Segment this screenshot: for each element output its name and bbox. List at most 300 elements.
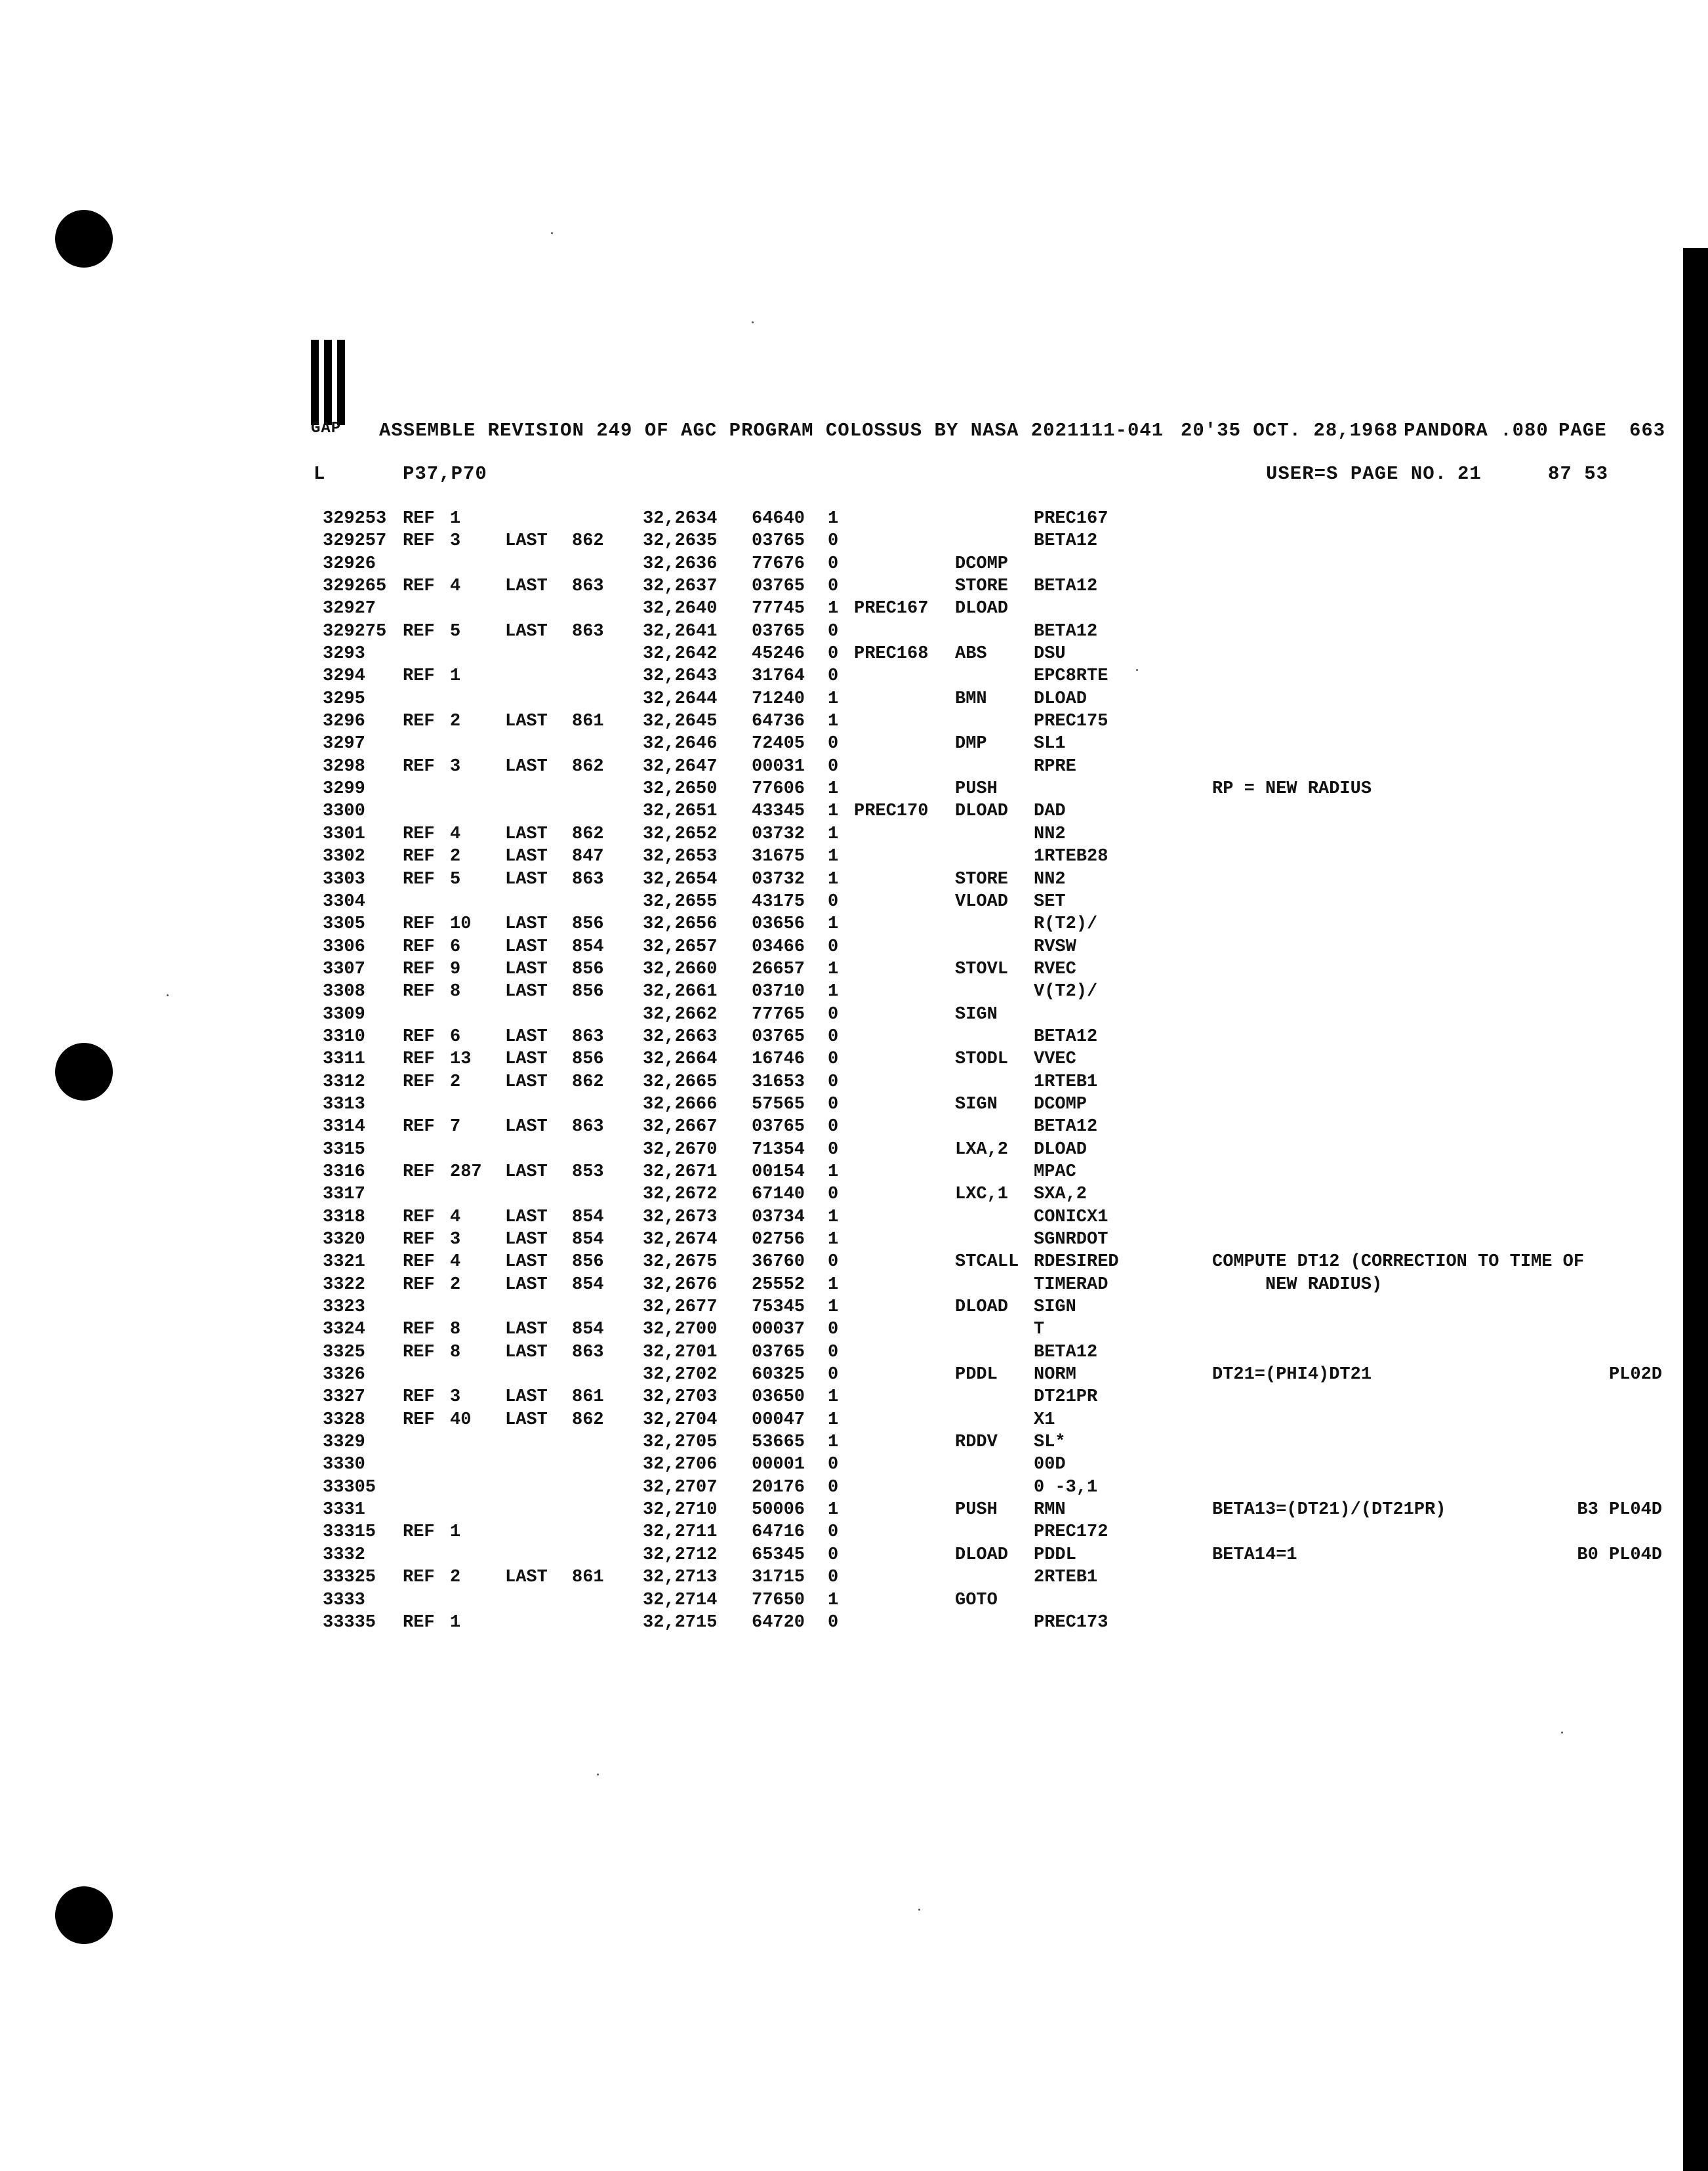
listing-row [0, 981, 1708, 1003]
cell-cnt: 1 [828, 824, 839, 844]
cell-com: BETA13=(DT21)/(DT21PR) [1212, 1500, 1446, 1520]
cell-addr: 32,2705 [643, 1432, 718, 1453]
cell-com: COMPUTE DT12 (CORRECTION TO TIME OF [1212, 1252, 1585, 1272]
cell-opd: PDDL [1034, 1545, 1076, 1565]
cell-rn: 9 [450, 959, 461, 979]
header-system: PANDORA .080 [1404, 420, 1549, 441]
cell-opd: EPC8RTE [1034, 666, 1108, 687]
listing-row [0, 1139, 1708, 1161]
cell-cnt: 1 [828, 869, 839, 889]
cell-rn: 5 [450, 869, 461, 889]
listing-row [0, 1048, 1708, 1070]
cell-opd: BETA12 [1034, 1117, 1098, 1137]
listing-row [0, 1071, 1708, 1093]
cell-opd: SET [1034, 891, 1066, 912]
cell-oct: 00031 [752, 756, 805, 777]
cell-rn: 6 [450, 1026, 461, 1047]
cell-op: SIGN [955, 1004, 998, 1025]
cell-opd: 2RTEB1 [1034, 1568, 1098, 1588]
cell-cnt: 0 [828, 891, 839, 912]
cell-rk: REF [403, 1612, 435, 1633]
cell-rn: 1 [450, 666, 461, 687]
cell-cnt: 1 [828, 914, 839, 935]
cell-last: LAST [505, 621, 548, 641]
cell-rk: REF [403, 1049, 435, 1070]
cell-ln: 856 [572, 982, 604, 1002]
listing-row [0, 1566, 1708, 1589]
cell-addr: 32,2651 [643, 801, 718, 822]
cell-last: LAST [505, 1162, 548, 1182]
cell-rk: REF [403, 577, 435, 597]
cell-ln: 847 [572, 847, 604, 867]
listing-row [0, 1612, 1708, 1634]
cell-seq: 33315 [323, 1522, 376, 1543]
cell-seq: 3294 [323, 666, 365, 687]
cell-rk: REF [403, 937, 435, 957]
cell-last: LAST [505, 982, 548, 1002]
cell-addr: 32,2677 [643, 1297, 718, 1318]
cell-last: LAST [505, 847, 548, 867]
cell-ln: 854 [572, 1274, 604, 1295]
listing-row [0, 1296, 1708, 1318]
cell-addr: 32,2654 [643, 869, 718, 889]
cell-op: GOTO [955, 1590, 998, 1610]
cell-rk: REF [403, 666, 435, 687]
cell-oct: 03466 [752, 937, 805, 957]
listing-row [0, 868, 1708, 891]
cell-addr: 32,2655 [643, 891, 718, 912]
cell-cnt: 0 [828, 1004, 839, 1025]
cell-opd: BETA12 [1034, 621, 1098, 641]
cell-rn: 2 [450, 1568, 461, 1588]
cell-ln: 863 [572, 1117, 604, 1137]
cell-opd: RVSW [1034, 937, 1076, 957]
listing-row [0, 958, 1708, 981]
cell-addr: 32,2674 [643, 1230, 718, 1249]
cell-addr: 32,2675 [643, 1252, 718, 1272]
cell-op: DLOAD [955, 599, 1009, 619]
binder-hole-top [55, 210, 113, 268]
cell-rn: 1 [450, 1612, 461, 1633]
cell-rk: REF [403, 1252, 435, 1272]
cell-addr: 32,2712 [643, 1545, 718, 1565]
cell-op: LXA,2 [955, 1139, 1009, 1160]
cell-oct: 00037 [752, 1320, 805, 1340]
cell-addr: 32,2660 [643, 959, 718, 979]
cell-ln: 862 [572, 756, 604, 777]
cell-oct: 03732 [752, 869, 805, 889]
cell-op: DLOAD [955, 801, 1009, 822]
cell-rk: REF [403, 982, 435, 1002]
cell-ln: 856 [572, 959, 604, 979]
cell-seq: 3307 [323, 959, 365, 979]
cell-opd: RDESIRED [1034, 1252, 1119, 1272]
cell-seq: 3320 [323, 1230, 365, 1249]
cell-rk: REF [403, 509, 435, 529]
cell-cnt: 1 [828, 1387, 839, 1408]
cell-rk: REF [403, 1342, 435, 1362]
cell-opd: BETA12 [1034, 531, 1098, 552]
cell-addr: 32,2637 [643, 577, 718, 597]
cell-cnt: 0 [828, 1365, 839, 1385]
cell-seq: 3315 [323, 1139, 365, 1160]
listing-row [0, 1544, 1708, 1566]
cell-opd: RMN [1034, 1500, 1066, 1520]
cell-addr: 32,2663 [643, 1026, 718, 1047]
cell-oct: 03656 [752, 914, 805, 935]
scan-speck [752, 321, 754, 323]
cell-oct: 43175 [752, 891, 805, 912]
cell-cnt: 1 [828, 689, 839, 709]
cell-addr: 32,2710 [643, 1500, 718, 1520]
cell-rk: REF [403, 1274, 435, 1295]
cell-rn: 3 [450, 531, 461, 552]
cell-rk: REF [403, 1207, 435, 1227]
cell-addr: 32,2700 [643, 1320, 718, 1340]
cell-cnt: 1 [828, 1230, 839, 1249]
cell-opd: MPAC [1034, 1162, 1076, 1182]
cell-rn: 8 [450, 1320, 461, 1340]
cell-seq: 329253 [323, 509, 387, 529]
cell-last: LAST [505, 1230, 548, 1249]
cell-opd: BETA12 [1034, 577, 1098, 597]
cell-addr: 32,2652 [643, 824, 718, 844]
scan-speck [1561, 1732, 1563, 1734]
cell-op: STOVL [955, 959, 1009, 979]
cell-seq: 329275 [323, 621, 387, 641]
cell-oct: 00047 [752, 1410, 805, 1430]
cell-rn: 287 [450, 1162, 482, 1182]
cell-opd: DSU [1034, 644, 1066, 664]
cell-cnt: 0 [828, 1455, 839, 1475]
users-page-number: 21 [1457, 463, 1482, 485]
cell-opd: SL* [1034, 1432, 1066, 1453]
cell-seq: 3332 [323, 1545, 365, 1565]
cell-addr: 32,2701 [643, 1342, 718, 1362]
listing-row [0, 1004, 1708, 1026]
cell-oct: 03765 [752, 531, 805, 552]
cell-opd: R(T2)/ [1034, 914, 1098, 935]
header-page-number: 663 [1629, 420, 1666, 441]
cell-lbl: PREC170 [854, 801, 929, 822]
cell-rn: 2 [450, 1072, 461, 1092]
cell-cnt: 0 [828, 1522, 839, 1543]
cell-seq: 3303 [323, 869, 365, 889]
cell-opd: RPRE [1034, 756, 1076, 777]
cell-oct: 71240 [752, 689, 805, 709]
cell-seq: 3327 [323, 1387, 365, 1408]
cell-opd: PREC172 [1034, 1522, 1108, 1543]
listing-row [0, 1274, 1708, 1296]
cell-addr: 32,2715 [643, 1612, 718, 1633]
cell-oct: 03765 [752, 1026, 805, 1047]
cell-oct: 77606 [752, 779, 805, 800]
cell-opd: TIMERAD [1034, 1274, 1108, 1295]
cell-oct: 03734 [752, 1207, 805, 1227]
cell-last: LAST [505, 1274, 548, 1295]
cell-opd: V(T2)/ [1034, 982, 1098, 1002]
scan-speck [918, 1909, 920, 1911]
cell-seq: 3302 [323, 847, 365, 867]
cell-seq: 3299 [323, 779, 365, 800]
binder-hole-bottom [55, 1886, 113, 1944]
cell-seq: 3311 [323, 1049, 365, 1070]
cell-addr: 32,2642 [643, 644, 718, 664]
listing-row [0, 823, 1708, 845]
cell-opd: 1RTEB28 [1034, 847, 1108, 867]
cell-rk: REF [403, 531, 435, 552]
cell-oct: 31715 [752, 1568, 805, 1588]
cell-addr: 32,2707 [643, 1477, 718, 1497]
cell-opd: NN2 [1034, 824, 1066, 844]
cell-op: PUSH [955, 1500, 998, 1520]
cell-oct: 36760 [752, 1252, 805, 1272]
cell-cnt: 1 [828, 1432, 839, 1453]
cell-last: LAST [505, 1026, 548, 1047]
listing-row [0, 733, 1708, 755]
listing-row [0, 800, 1708, 822]
cell-ln: 862 [572, 531, 604, 552]
cell-seq: 3321 [323, 1252, 365, 1272]
listing-row [0, 620, 1708, 643]
listing-row [0, 1341, 1708, 1364]
cell-cnt: 1 [828, 1162, 839, 1182]
cell-addr: 32,2713 [643, 1568, 718, 1588]
cell-cnt: 0 [828, 1185, 839, 1205]
cell-last: LAST [505, 756, 548, 777]
cell-rn: 5 [450, 621, 461, 641]
cell-oct: 03650 [752, 1387, 805, 1408]
assembly-listing [0, 508, 1708, 1634]
cell-rn: 4 [450, 1252, 461, 1272]
cell-oct: 77650 [752, 1590, 805, 1610]
cell-rn: 3 [450, 756, 461, 777]
cell-rn: 2 [450, 1274, 461, 1295]
cell-ln: 862 [572, 1410, 604, 1430]
sheet-number: 87 53 [1548, 463, 1609, 485]
cell-cnt: 0 [828, 937, 839, 957]
cell-addr: 32,2662 [643, 1004, 718, 1025]
users-page-label: USER=S PAGE NO. [1266, 463, 1448, 485]
listing-row [0, 1476, 1708, 1499]
cell-rk: REF [403, 914, 435, 935]
cell-rn: 1 [450, 1522, 461, 1543]
header-page-label: PAGE [1558, 420, 1607, 441]
cell-addr: 32,2711 [643, 1522, 718, 1543]
cell-opd: DLOAD [1034, 689, 1088, 709]
cell-opd: PREC175 [1034, 712, 1108, 732]
cell-oct: 03765 [752, 1117, 805, 1137]
cell-ln: 863 [572, 621, 604, 641]
cell-oct: 75345 [752, 1297, 805, 1318]
cell-op: DCOMP [955, 554, 1009, 574]
cell-ln: 861 [572, 712, 604, 732]
listing-row [0, 1206, 1708, 1228]
cell-last: LAST [505, 1342, 548, 1362]
cell-seq: 3323 [323, 1297, 365, 1318]
cell-op: STCALL [955, 1252, 1019, 1272]
cell-rn: 1 [450, 509, 461, 529]
cell-seq: 3297 [323, 734, 365, 754]
cell-opd: 0 -3,1 [1034, 1477, 1098, 1497]
cell-op: STORE [955, 869, 1009, 889]
cell-seq: 3318 [323, 1207, 365, 1227]
cell-addr: 32,2702 [643, 1365, 718, 1385]
cell-seq: 3333 [323, 1590, 365, 1610]
cell-seq: 3331 [323, 1500, 365, 1520]
listing-row [0, 1251, 1708, 1273]
cell-cnt: 0 [828, 1049, 839, 1070]
cell-opd: SL1 [1034, 734, 1066, 754]
listing-row [0, 553, 1708, 575]
header-datetime: 20'35 OCT. 28,1968 [1181, 420, 1398, 441]
cell-oct: 53665 [752, 1432, 805, 1453]
listing-row [0, 1589, 1708, 1612]
cell-opd: BETA12 [1034, 1342, 1098, 1362]
cell-opd: DAD [1034, 801, 1066, 822]
cell-cnt: 0 [828, 1139, 839, 1160]
cell-seq: 3306 [323, 937, 365, 957]
cell-seq: 3313 [323, 1094, 365, 1114]
cell-ln: 861 [572, 1387, 604, 1408]
cell-cnt: 0 [828, 1477, 839, 1497]
cell-oct: 03732 [752, 824, 805, 844]
listing-row [0, 1026, 1708, 1048]
cell-last: LAST [505, 1252, 548, 1272]
cell-com: RP = NEW RADIUS [1212, 779, 1372, 800]
cell-seq: 3310 [323, 1026, 365, 1047]
cell-oct: 03765 [752, 577, 805, 597]
cell-op: RDDV [955, 1432, 998, 1453]
cell-addr: 32,2653 [643, 847, 718, 867]
cell-seq: 3296 [323, 712, 365, 732]
listing-row [0, 1521, 1708, 1543]
cell-rk: REF [403, 1410, 435, 1430]
cell-addr: 32,2656 [643, 914, 718, 935]
cell-com: NEW RADIUS) [1212, 1274, 1383, 1295]
listing-row [0, 1364, 1708, 1386]
cell-seq: 33335 [323, 1612, 376, 1633]
cell-op: PUSH [955, 779, 998, 800]
registration-bars-mark [311, 340, 354, 425]
cell-op: DLOAD [955, 1297, 1009, 1318]
cell-addr: 32,2647 [643, 756, 718, 777]
cell-addr: 32,2670 [643, 1139, 718, 1160]
cell-seq: 3301 [323, 824, 365, 844]
cell-oct: 67140 [752, 1185, 805, 1205]
cell-rk: REF [403, 1230, 435, 1249]
cell-rn: 13 [450, 1049, 472, 1070]
cell-oct: 31764 [752, 666, 805, 687]
cell-rn: 2 [450, 847, 461, 867]
listing-row [0, 756, 1708, 778]
cell-rk: REF [403, 1117, 435, 1137]
cell-rn: 3 [450, 1230, 461, 1249]
cell-addr: 32,2640 [643, 599, 718, 619]
cell-seq: 3328 [323, 1410, 365, 1430]
listing-row [0, 710, 1708, 733]
cell-cnt: 0 [828, 644, 839, 664]
listing-row [0, 665, 1708, 687]
cell-addr: 32,2645 [643, 712, 718, 732]
cell-rn: 2 [450, 712, 461, 732]
cell-oct: 71354 [752, 1139, 805, 1160]
cell-rk: REF [403, 1072, 435, 1092]
cell-cnt: 1 [828, 1274, 839, 1295]
cell-cnt: 0 [828, 1342, 839, 1362]
cell-addr: 32,2641 [643, 621, 718, 641]
cell-cnt: 0 [828, 1252, 839, 1272]
cell-seq: 3330 [323, 1455, 365, 1475]
cell-seq: 329257 [323, 531, 387, 552]
cell-oct: 50006 [752, 1500, 805, 1520]
cell-rn: 3 [450, 1387, 461, 1408]
cell-oct: 65345 [752, 1545, 805, 1565]
listing-row [0, 1318, 1708, 1341]
cell-last: LAST [505, 959, 548, 979]
cell-addr: 32,2664 [643, 1049, 718, 1070]
listing-row [0, 1228, 1708, 1251]
cell-last: LAST [505, 531, 548, 552]
cell-opd: DT21PR [1034, 1387, 1098, 1408]
cell-op: DMP [955, 734, 987, 754]
cell-last: LAST [505, 869, 548, 889]
cell-ln: 863 [572, 1026, 604, 1047]
cell-rt: B0 PL04D [1577, 1545, 1662, 1565]
cell-seq: 3309 [323, 1004, 365, 1025]
cell-opd: VVEC [1034, 1049, 1076, 1070]
cell-opd: CONICX1 [1034, 1207, 1108, 1227]
cell-opd: PREC173 [1034, 1612, 1108, 1633]
cell-rk: REF [403, 869, 435, 889]
cell-opd: DCOMP [1034, 1094, 1088, 1114]
cell-seq: 3317 [323, 1185, 365, 1205]
cell-op: SIGN [955, 1094, 998, 1114]
cell-rn: 4 [450, 577, 461, 597]
cell-ln: 856 [572, 1049, 604, 1070]
cell-rn: 40 [450, 1410, 472, 1430]
cell-rk: REF [403, 1026, 435, 1047]
cell-cnt: 1 [828, 712, 839, 732]
cell-seq: 33305 [323, 1477, 376, 1497]
cell-com: DT21=(PHI4)DT21 [1212, 1365, 1372, 1385]
cell-last: LAST [505, 1072, 548, 1092]
cell-seq: 3308 [323, 982, 365, 1002]
listing-row [0, 688, 1708, 710]
header-title: ASSEMBLE REVISION 249 OF AGC PROGRAM COLOSSUS BY NASA 2021111-041 [379, 420, 1164, 441]
cell-cnt: 1 [828, 1500, 839, 1520]
cell-oct: 72405 [752, 734, 805, 754]
cell-oct: 31653 [752, 1072, 805, 1092]
cell-oct: 60325 [752, 1365, 805, 1385]
cell-ln: 854 [572, 1230, 604, 1249]
cell-addr: 32,2644 [643, 689, 718, 709]
cell-rn: 6 [450, 937, 461, 957]
cell-cnt: 0 [828, 554, 839, 574]
cell-cnt: 1 [828, 1590, 839, 1610]
cell-last: LAST [505, 1207, 548, 1227]
cell-last: LAST [505, 712, 548, 732]
cell-oct: 77676 [752, 554, 805, 574]
listing-row [0, 936, 1708, 958]
cell-lbl: PREC167 [854, 599, 929, 619]
cell-last: LAST [505, 824, 548, 844]
cell-oct: 26657 [752, 959, 805, 979]
cell-rk: REF [403, 712, 435, 732]
listing-row [0, 1093, 1708, 1116]
cell-seq: 3293 [323, 644, 365, 664]
cell-opd: 1RTEB1 [1034, 1072, 1098, 1092]
